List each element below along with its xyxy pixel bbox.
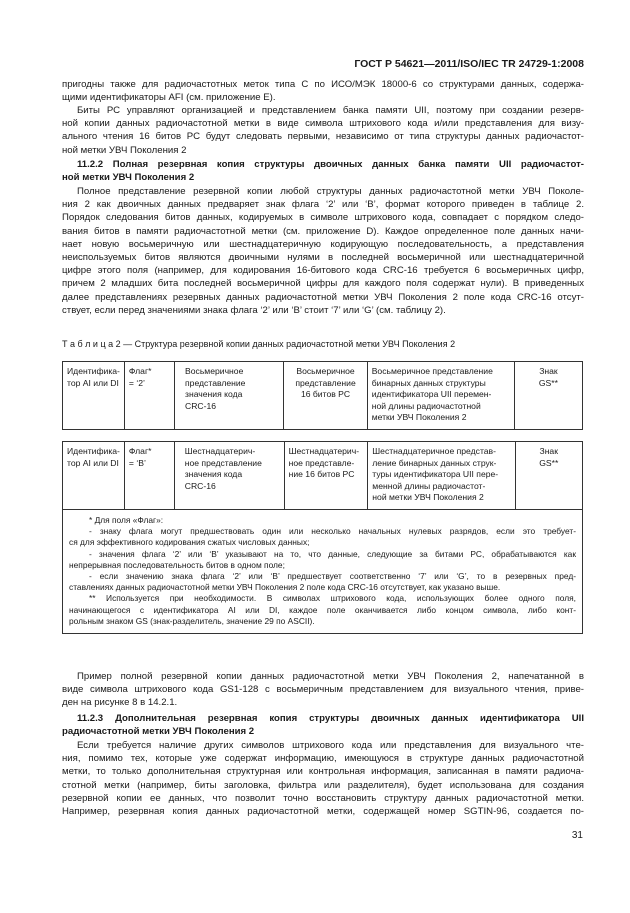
text-line: Порядок следования битов данных, кодируемых в символе штрихового кода, совпадает с порядком следо- <box>62 212 584 224</box>
text-line: Если требуется наличие других символов штрихового кода или представления для визуального чте- <box>77 740 584 751</box>
text-line: стотной метки (например, биты заголовка, фильтра или разделителя), будет использована для создания <box>62 779 584 791</box>
paragraph-additional-backup <box>62 739 584 818</box>
table-cell-crc: Шестнадцатерич- ное представление значения кода CRC-16 <box>174 442 284 510</box>
text-line: неиспользуемых битов являются двоичными нулями в последней восьмеричной или шестнадцатеричной <box>62 252 584 264</box>
text-line: резервной копии ее данных, что позволит точно восстановить структуру данных радиочастотной метки. <box>62 792 584 804</box>
text-line: ной копии данных радиочастотной метки в виде символа штрихового кода и/или представления для визу- <box>62 118 584 130</box>
footnote-line: рольным знаком GS (знак-разделитель, значение 29 по ASCII). <box>69 615 315 626</box>
table-cell-crc: Восьмеричное представление значения кода CRC-16 <box>175 362 284 430</box>
paragraph-full-backup <box>62 185 584 317</box>
text-line: ной метки УВЧ Поколения 2 <box>62 144 187 156</box>
table-cell-flag: Флаг* = ‘2’ <box>124 362 174 430</box>
text-line: ального чтения 16 битов РС будут следовать первыми, независимо от типа структуры данных радиочастот- <box>62 131 584 143</box>
table-cell-gs: Знак GS** <box>515 442 583 510</box>
footnote-line: непрерывная последовательность битов в одном поле; <box>69 559 285 570</box>
footnote-line: - если значению знака флага ‘2’ или ‘В’ предшествует соответственно ‘7’ или ‘G’, то в резервных пред- <box>89 570 576 581</box>
table-cell-flag: Флаг* = ‘В’ <box>124 442 174 510</box>
footnote-line: ся для эффективного кодирования сжатых числовых данных; <box>69 537 310 548</box>
text-line: вания битов в памяти радиочастотной метки (см. приложение D). Каждое определенное поле данных начи- <box>62 225 584 237</box>
section-heading-11-2-2 <box>62 158 584 184</box>
document-header: ГОСТ Р 54621—2011/ISO/IEC TR 24729-1:2008 <box>354 58 584 70</box>
text-line: ствует, если перед значениями знака флага ‘2’ или ‘В’ стоит ‘7’ или ‘G’ (см. таблицу 2). <box>62 304 446 316</box>
footnote-line: ** Используется при необходимости. В символах штрихового кода, использующих более одного поля, <box>89 593 576 604</box>
text-line: ния 2 как двоичных данных предваряет знак флага ‘2’ или ‘В’, формат которого приведен в таблице 2. <box>62 199 584 211</box>
section-heading-11-2-3 <box>62 712 584 738</box>
heading-line: ной метки УВЧ Поколения 2 <box>62 172 195 184</box>
text-line: причем 2 младших бита последней восьмеричной цифры для каждого поля содержат нули). В приведенных <box>62 278 584 290</box>
footnote-line: * Для поля «Флаг»: <box>89 514 164 525</box>
page-number: 31 <box>571 830 583 841</box>
text-line: ния, помимо тех, которые уже содержат информацию, имеющуюся в структуре данных радиочастотной <box>62 753 584 765</box>
paragraph-continuation <box>62 78 584 104</box>
table-hex <box>62 441 583 634</box>
text-line: ден на рисунке 8 в 14.2.1. <box>62 697 178 709</box>
table-cell-identifier: Идентифика- тор AI или DI <box>63 362 125 430</box>
table-cell-identifier: Идентифика- тор AI или DI <box>63 442 125 510</box>
text-line: далее представлениях резервных данных радиочастотной метки УВЧ Поколения 2 поле кода CRC-16 отсут- <box>62 291 584 303</box>
table-cell-pc: Восьмеричное представление 16 битов PC <box>284 362 367 430</box>
text-line: цифре этого поля (например, для кодирования 16-битового кода CRC-16 требуется 6 восьмеричных цифр, <box>62 265 584 277</box>
paragraph-example <box>62 670 584 710</box>
heading-line: радиочастотной метки УВЧ Поколения 2 <box>62 726 255 738</box>
text-line: Пример полной резервной копии данных радиочастотной метки УВЧ Поколения 2, напечатанной в <box>77 671 584 682</box>
footnote-line: - значения флага ‘2’ или ‘В’ указывают на то, что данные, следующие за битами РС, обрабатываются как <box>89 548 576 559</box>
footnote-line: ставлениях данных радиочастотной метки УВЧ Поколения 2 поле кода CRC-16 отсутствует, как указано выше. <box>69 582 501 593</box>
text-line: Полное представление резервной копии любой структуры данных радиочастотной метки УВЧ Поколе- <box>77 186 584 197</box>
text-line: Например, резервная копия данных радиочастотной метки, содержащей номер SGTIN-96, создается по- <box>62 806 584 818</box>
table-cell-pc: Шестнадцатерич- ное представле- ние 16 битов PC <box>284 442 368 510</box>
text-line: виде символа штрихового кода GS1-128 с восьмеричным представлением для визуального чтения, приве- <box>62 684 584 696</box>
table-caption: Т а б л и ц а 2 — Структура резервной копии данных радиочастотной метки УВЧ Поколения 2 <box>62 339 456 349</box>
table-row <box>63 362 583 430</box>
text-line: нает новую восьмеричную или шестнадцатеричную кодирующую последовательность, а представления <box>62 238 584 250</box>
footnote-line: начинающегося с идентификатора AI или DI, каждое поле оканчивается либо концом символа, либо конт- <box>69 604 576 615</box>
table-footnotes <box>63 509 583 633</box>
heading-line: 11.2.2 Полная резервная копия структуры двоичных данных банка памяти UII радиочастот- <box>77 159 584 170</box>
table-row <box>63 442 583 510</box>
text-line: Биты РС управляют организацией и представлением банка памяти UII, поэтому при создании резерв- <box>77 105 584 116</box>
heading-line: 11.2.3 Дополнительная резервная копия структуры двоичных данных идентификатора UII <box>77 713 584 724</box>
paragraph-pc-bits <box>62 104 584 157</box>
table-octal <box>62 361 583 430</box>
footnote-line: - знаку флага могут предшествовать один или несколько начальных нулевых разрядов, если это требует- <box>89 526 576 537</box>
table-footnotes-row <box>63 509 583 633</box>
text-line: метки, то только дополнительная структурная или контрольная информация, записанная в памяти радиоча- <box>62 766 584 778</box>
table-cell-gs: Знак GS** <box>514 362 582 430</box>
text-line: пригодны также для радиочастотных меток типа С по ИСО/МЭК 18000-6 со структурами данных, содержа- <box>62 79 584 90</box>
table-cell-uii: Восьмеричное представление бинарных данных структуры идентификатора UII перемен- ной длины радиочастотной метки УВЧ Поколения 2 <box>367 362 514 430</box>
text-line: щими идентификаторы AFI (см. приложение Е). <box>62 92 276 104</box>
table-cell-uii: Шестнадцатеричное представ- ление бинарных данных струк- туры идентификатора UII пере- менной длины радиочастот- ной метки УВЧ Поколения 2 <box>368 442 515 510</box>
